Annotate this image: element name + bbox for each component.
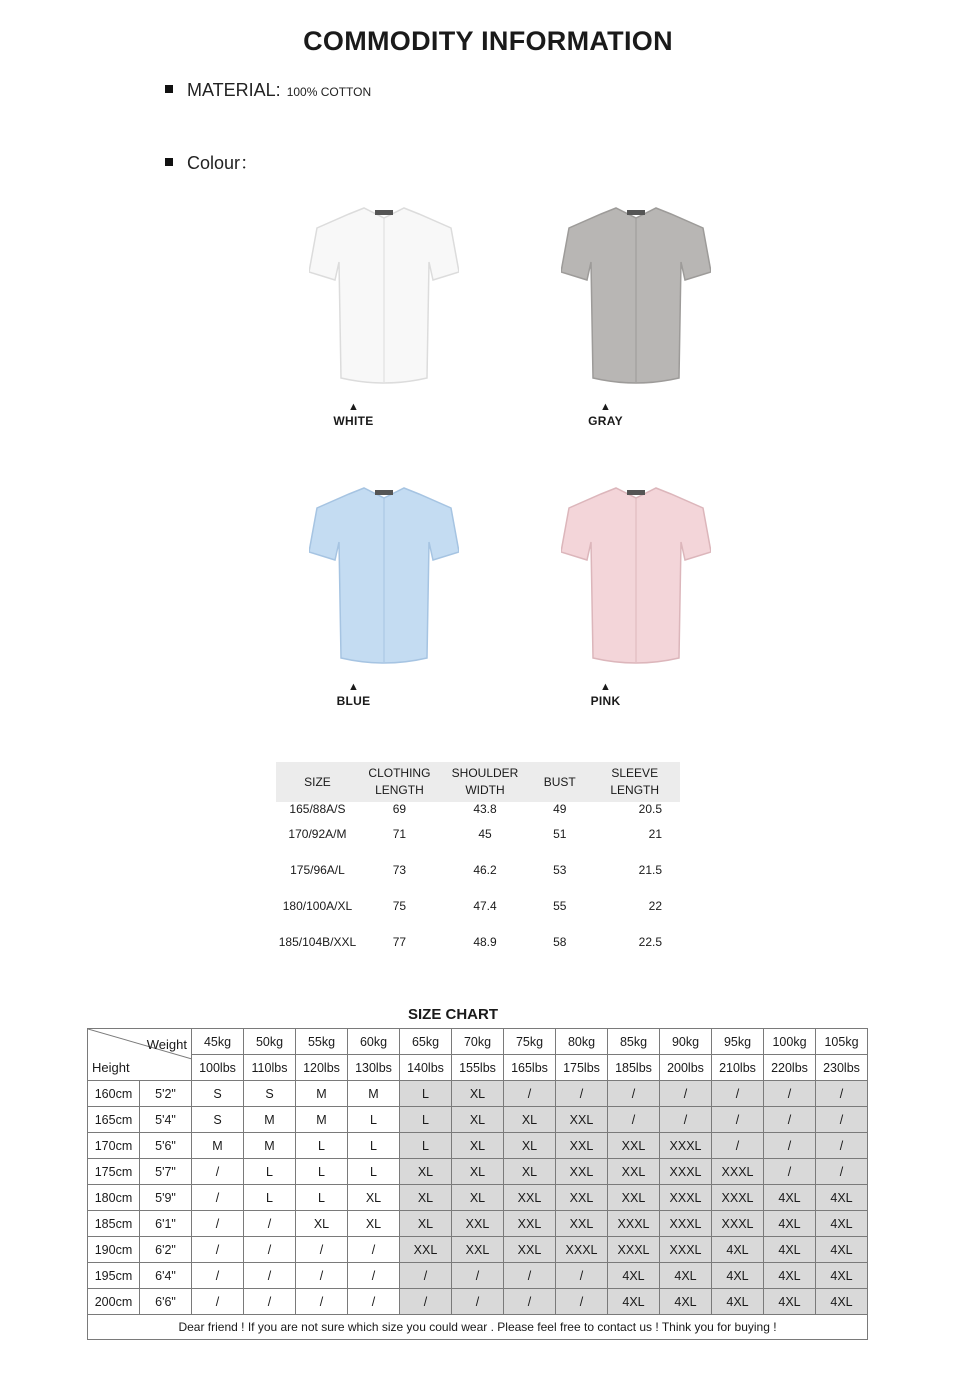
size-cell: M	[244, 1133, 296, 1159]
measurement-cell: 77	[392, 935, 407, 949]
size-cell: L	[244, 1159, 296, 1185]
material-spec	[165, 80, 371, 101]
size-chart-row	[88, 1289, 868, 1315]
weight-lbs-header: 230lbs	[816, 1055, 868, 1081]
size-cell: 4XL	[816, 1289, 868, 1315]
size-cell: 180/100A/XL	[282, 899, 353, 913]
triangle-marker-icon: ▲	[348, 401, 359, 413]
weight-lbs-header: 140lbs	[400, 1055, 452, 1081]
size-cell: 4XL	[660, 1289, 712, 1315]
weight-label: Weight	[146, 1037, 187, 1052]
size-cell: XL	[400, 1185, 452, 1211]
height-ft-cell: 5'9"	[140, 1185, 192, 1211]
size-cell: /	[764, 1133, 816, 1159]
size-cell: XXXL	[660, 1237, 712, 1263]
measurement-cell: 21.5	[638, 863, 662, 877]
measurement-cell: 20.5	[638, 802, 662, 816]
measurement-cell: 43.8	[473, 802, 497, 816]
square-bullet-icon	[165, 85, 173, 93]
height-cm-cell: 185cm	[88, 1211, 140, 1237]
measurement-cell: 71	[392, 827, 407, 841]
size-cell: S	[244, 1081, 296, 1107]
measurement-cell: 69	[392, 802, 407, 816]
size-cell: XXXL	[660, 1211, 712, 1237]
size-cell: L	[296, 1133, 348, 1159]
measurement-cell: 53	[553, 863, 567, 877]
measurement-cell: 21	[648, 827, 662, 841]
color-name: BLUE	[336, 694, 371, 708]
size-cell: /	[296, 1237, 348, 1263]
height-ft-cell: 6'6"	[140, 1289, 192, 1315]
color-swatch-blue[interactable]	[282, 480, 482, 730]
weight-kg-header: 80kg	[556, 1029, 608, 1055]
height-ft-cell: 5'7"	[140, 1159, 192, 1185]
size-cell: XL	[452, 1133, 504, 1159]
size-cell: L	[348, 1107, 400, 1133]
size-cell: S	[192, 1107, 244, 1133]
measurement-row	[276, 852, 680, 888]
size-cell: XXXL	[660, 1185, 712, 1211]
size-cell: /	[660, 1081, 712, 1107]
size-cell: XXXL	[712, 1211, 764, 1237]
height-ft-cell: 6'2"	[140, 1237, 192, 1263]
size-cell: 175/96A/L	[290, 863, 345, 877]
size-cell: XXL	[556, 1133, 608, 1159]
color-name: WHITE	[333, 414, 374, 428]
column-header: SIZE	[276, 762, 359, 802]
size-cell: 4XL	[660, 1263, 712, 1289]
size-cell: /	[712, 1107, 764, 1133]
square-bullet-icon	[165, 158, 173, 166]
triangle-marker-icon: ▲	[348, 681, 359, 693]
height-ft-cell: 5'4"	[140, 1107, 192, 1133]
size-cell: M	[296, 1081, 348, 1107]
size-cell: XXXL	[712, 1159, 764, 1185]
size-cell: /	[244, 1211, 296, 1237]
height-ft-cell: 5'2"	[140, 1081, 192, 1107]
size-cell: /	[608, 1081, 660, 1107]
size-cell: /	[244, 1263, 296, 1289]
measurement-cell: 49	[553, 802, 567, 816]
color-name: PINK	[590, 694, 621, 708]
size-cell: XL	[452, 1159, 504, 1185]
size-cell: XL	[504, 1159, 556, 1185]
triangle-marker-icon: ▲	[600, 401, 611, 413]
measurement-cell: 55	[553, 899, 567, 913]
height-ft-cell: 6'1"	[140, 1211, 192, 1237]
weight-lbs-header: 210lbs	[712, 1055, 764, 1081]
weight-kg-header: 60kg	[348, 1029, 400, 1055]
size-cell: XXL	[504, 1185, 556, 1211]
weight-lbs-header: 110lbs	[244, 1055, 296, 1081]
size-cell: /	[556, 1263, 608, 1289]
size-cell: XXL	[608, 1133, 660, 1159]
size-cell: 4XL	[764, 1211, 816, 1237]
size-chart-weight-kg-row	[88, 1029, 868, 1055]
measurement-cell: 22.5	[638, 935, 662, 949]
shirt-icon	[309, 200, 459, 388]
size-cell: /	[712, 1081, 764, 1107]
size-cell: XXL	[504, 1211, 556, 1237]
color-swatch-pink[interactable]	[534, 480, 734, 730]
height-cm-cell: 165cm	[88, 1107, 140, 1133]
measurement-cell: 46.2	[473, 863, 497, 877]
measurement-row	[276, 924, 680, 960]
size-cell: /	[504, 1289, 556, 1315]
size-cell: /	[348, 1237, 400, 1263]
size-cell: 185/104B/XXL	[278, 935, 357, 949]
size-cell: L	[348, 1133, 400, 1159]
size-cell: 4XL	[608, 1289, 660, 1315]
column-header: CLOTHING LENGTH	[359, 762, 440, 802]
size-cell: M	[296, 1107, 348, 1133]
height-cm-cell: 170cm	[88, 1133, 140, 1159]
size-cell: 165/88A/S	[289, 802, 346, 816]
measurement-cell: 22	[648, 899, 662, 913]
size-cell: /	[192, 1159, 244, 1185]
size-cell: /	[660, 1107, 712, 1133]
size-cell: XL	[452, 1107, 504, 1133]
size-cell: XXL	[452, 1237, 504, 1263]
size-chart-row	[88, 1107, 868, 1133]
size-cell: XL	[504, 1133, 556, 1159]
size-cell: 4XL	[764, 1185, 816, 1211]
material-label: MATERIAL:	[187, 80, 281, 100]
height-cm-cell: 195cm	[88, 1263, 140, 1289]
size-chart-row	[88, 1159, 868, 1185]
size-chart-table	[87, 1028, 868, 1340]
measurement-cell: 48.9	[473, 935, 497, 949]
size-cell: /	[816, 1107, 868, 1133]
size-cell: 4XL	[712, 1237, 764, 1263]
size-cell: 4XL	[816, 1211, 868, 1237]
size-cell: L	[296, 1185, 348, 1211]
size-chart-weight-lbs-row	[88, 1055, 868, 1081]
colour-label: Colour：	[187, 153, 259, 173]
size-cell: /	[556, 1289, 608, 1315]
size-chart-title: SIZE CHART	[408, 1006, 498, 1023]
triangle-marker-icon: ▲	[600, 681, 611, 693]
size-chart-row	[88, 1133, 868, 1159]
measurement-row	[276, 802, 680, 816]
size-cell: /	[764, 1081, 816, 1107]
size-chart-row	[88, 1081, 868, 1107]
size-cell: XL	[400, 1211, 452, 1237]
height-ft-cell: 6'4"	[140, 1263, 192, 1289]
height-cm-cell: 190cm	[88, 1237, 140, 1263]
size-cell: /	[504, 1081, 556, 1107]
size-cell: 4XL	[816, 1185, 868, 1211]
size-cell: /	[244, 1289, 296, 1315]
size-chart-footer: Dear friend ! If you are not sure which size you could wear . Please feel free to contact us ! Think you for buying !	[88, 1315, 868, 1340]
measurement-cell: 58	[553, 935, 567, 949]
measurement-cell: 73	[392, 863, 407, 877]
size-cell: XL	[296, 1211, 348, 1237]
height-cm-cell: 200cm	[88, 1289, 140, 1315]
height-cm-cell: 180cm	[88, 1185, 140, 1211]
size-cell: /	[452, 1289, 504, 1315]
measurement-table	[276, 762, 680, 960]
weight-lbs-header: 130lbs	[348, 1055, 400, 1081]
size-chart-row	[88, 1185, 868, 1211]
measurement-cell: 45	[478, 827, 492, 841]
size-cell: XL	[452, 1081, 504, 1107]
weight-lbs-header: 100lbs	[192, 1055, 244, 1081]
size-cell: XXL	[452, 1211, 504, 1237]
size-cell: /	[816, 1159, 868, 1185]
measurement-header-row	[276, 762, 680, 802]
size-cell: /	[608, 1107, 660, 1133]
weight-kg-header: 70kg	[452, 1029, 504, 1055]
weight-lbs-header: 185lbs	[608, 1055, 660, 1081]
height-cm-cell: 160cm	[88, 1081, 140, 1107]
size-cell: 4XL	[764, 1263, 816, 1289]
weight-lbs-header: 165lbs	[504, 1055, 556, 1081]
size-cell: 170/92A/M	[288, 827, 347, 841]
size-cell: /	[192, 1237, 244, 1263]
size-cell: XXL	[556, 1185, 608, 1211]
size-cell: M	[348, 1081, 400, 1107]
size-cell: /	[400, 1263, 452, 1289]
measurement-row	[276, 816, 680, 852]
size-cell: /	[192, 1263, 244, 1289]
weight-kg-header: 95kg	[712, 1029, 764, 1055]
weight-kg-header: 65kg	[400, 1029, 452, 1055]
size-cell: /	[348, 1289, 400, 1315]
size-cell: /	[764, 1159, 816, 1185]
size-cell: 4XL	[608, 1263, 660, 1289]
size-cell: /	[712, 1133, 764, 1159]
size-cell: XXXL	[556, 1237, 608, 1263]
size-cell: /	[296, 1263, 348, 1289]
shirt-icon	[561, 480, 711, 668]
measurement-row	[276, 888, 680, 924]
size-cell: 4XL	[712, 1263, 764, 1289]
size-cell: /	[192, 1211, 244, 1237]
weight-kg-header: 100kg	[764, 1029, 816, 1055]
size-cell: 4XL	[764, 1289, 816, 1315]
column-header: BUST	[530, 762, 589, 802]
size-cell: /	[504, 1263, 556, 1289]
size-cell: /	[816, 1133, 868, 1159]
size-cell: /	[556, 1081, 608, 1107]
size-cell: /	[764, 1107, 816, 1133]
size-cell: XL	[400, 1159, 452, 1185]
weight-kg-header: 45kg	[192, 1029, 244, 1055]
size-cell: XXL	[400, 1237, 452, 1263]
size-chart-row	[88, 1237, 868, 1263]
size-cell: L	[400, 1081, 452, 1107]
shirt-icon	[561, 200, 711, 388]
measurement-cell: 47.4	[473, 899, 497, 913]
weight-kg-header: 85kg	[608, 1029, 660, 1055]
size-cell: XXL	[608, 1185, 660, 1211]
size-cell: 4XL	[816, 1263, 868, 1289]
weight-kg-header: 105kg	[816, 1029, 868, 1055]
size-cell: XXXL	[660, 1159, 712, 1185]
weight-kg-header: 50kg	[244, 1029, 296, 1055]
size-cell: XL	[504, 1107, 556, 1133]
size-cell: XXXL	[660, 1133, 712, 1159]
color-swatch-gray[interactable]	[534, 200, 734, 450]
size-cell: XXXL	[608, 1211, 660, 1237]
material-value: 100% COTTON	[286, 85, 372, 99]
size-cell: 4XL	[764, 1237, 816, 1263]
size-cell: XXXL	[712, 1185, 764, 1211]
shirt-icon	[309, 480, 459, 668]
measurement-cell: 51	[553, 827, 567, 841]
size-cell: XXL	[504, 1237, 556, 1263]
size-chart-row	[88, 1263, 868, 1289]
color-name: GRAY	[588, 414, 623, 428]
size-cell: /	[192, 1185, 244, 1211]
size-cell: XL	[348, 1211, 400, 1237]
size-cell: XXXL	[608, 1237, 660, 1263]
size-cell: L	[296, 1159, 348, 1185]
weight-lbs-header: 155lbs	[452, 1055, 504, 1081]
size-cell: M	[192, 1133, 244, 1159]
size-cell: /	[400, 1289, 452, 1315]
size-chart-corner	[88, 1029, 192, 1081]
size-cell: /	[452, 1263, 504, 1289]
height-label: Height	[92, 1060, 130, 1075]
size-cell: L	[400, 1133, 452, 1159]
size-cell: XL	[348, 1185, 400, 1211]
weight-lbs-header: 200lbs	[660, 1055, 712, 1081]
size-cell: L	[244, 1185, 296, 1211]
size-cell: XXL	[556, 1211, 608, 1237]
size-cell: XL	[452, 1185, 504, 1211]
weight-lbs-header: 220lbs	[764, 1055, 816, 1081]
weight-kg-header: 55kg	[296, 1029, 348, 1055]
size-cell: /	[816, 1081, 868, 1107]
size-cell: 4XL	[712, 1289, 764, 1315]
colour-spec	[165, 149, 258, 175]
size-cell: XXL	[556, 1107, 608, 1133]
size-cell: XXL	[556, 1159, 608, 1185]
size-cell: /	[348, 1263, 400, 1289]
size-cell: L	[348, 1159, 400, 1185]
weight-kg-header: 90kg	[660, 1029, 712, 1055]
size-chart-row	[88, 1211, 868, 1237]
height-cm-cell: 175cm	[88, 1159, 140, 1185]
size-cell: 4XL	[816, 1237, 868, 1263]
color-swatch-white[interactable]	[282, 200, 482, 450]
size-chart-footer-row	[88, 1315, 868, 1340]
size-cell: L	[400, 1107, 452, 1133]
weight-lbs-header: 120lbs	[296, 1055, 348, 1081]
weight-lbs-header: 175lbs	[556, 1055, 608, 1081]
size-cell: /	[192, 1289, 244, 1315]
size-cell: S	[192, 1081, 244, 1107]
measurement-cell: 75	[392, 899, 407, 913]
weight-kg-header: 75kg	[504, 1029, 556, 1055]
size-cell: /	[296, 1289, 348, 1315]
page-title: COMMODITY INFORMATION	[303, 26, 673, 56]
column-header: SHOULDER WIDTH	[440, 762, 530, 802]
height-ft-cell: 5'6"	[140, 1133, 192, 1159]
size-cell: /	[244, 1237, 296, 1263]
column-header: SLEEVE LENGTH	[589, 762, 680, 802]
size-cell: XXL	[608, 1159, 660, 1185]
size-cell: M	[244, 1107, 296, 1133]
